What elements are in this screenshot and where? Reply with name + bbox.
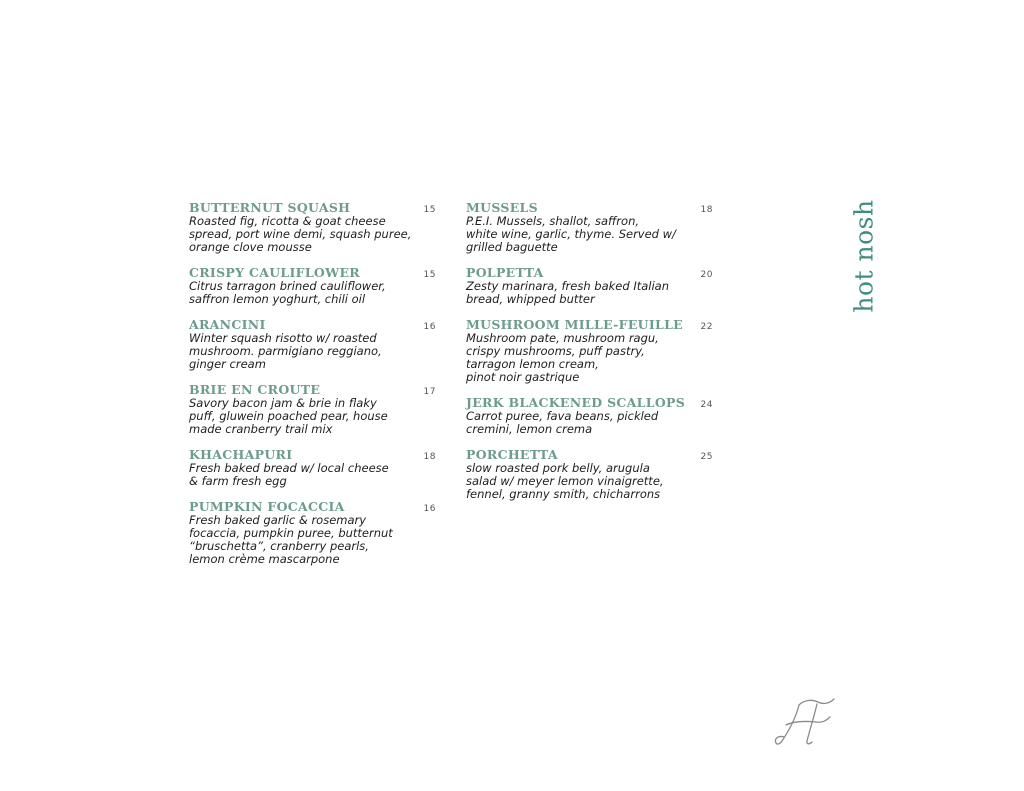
item-price: 15 bbox=[423, 205, 436, 215]
item-name: BUTTERNUT SQUASH bbox=[189, 200, 351, 215]
item-price: 16 bbox=[423, 504, 436, 514]
menu-item bbox=[466, 200, 713, 254]
menu-item bbox=[466, 447, 713, 501]
item-description: Roasted fig, ricotta & goat cheese spread, port wine demi, squash puree, orange clove mousse bbox=[189, 214, 412, 254]
item-description: Fresh baked bread w/ local cheese & farm fresh egg bbox=[189, 461, 389, 488]
menu-item bbox=[189, 447, 436, 488]
item-name: PUMPKIN FOCACCIA bbox=[189, 499, 345, 514]
item-description: Savory bacon jam & brie in flaky puff, gluwein poached pear, house made cranberry trail mix bbox=[189, 396, 388, 436]
section-title-text: hot nosh bbox=[849, 198, 879, 313]
monogram-logo-icon bbox=[772, 697, 840, 749]
item-name: MUSHROOM MILLE-FEUILLE bbox=[466, 317, 683, 332]
item-price: 18 bbox=[423, 452, 436, 462]
section-title bbox=[846, 198, 882, 313]
menu-item bbox=[189, 499, 436, 566]
item-price: 22 bbox=[700, 322, 713, 332]
item-description: Fresh baked garlic & rosemary focaccia, pumpkin puree, butternut “bruschetta”, cranberry pearls, lemon crème mascarpone bbox=[189, 513, 393, 566]
item-name: ARANCINI bbox=[189, 317, 266, 332]
menu-item bbox=[189, 200, 436, 254]
item-description: P.E.I. Mussels, shallot, saffron, white wine, garlic, thyme. Served w/ grilled baguette bbox=[466, 214, 676, 254]
item-name: BRIE EN CROUTE bbox=[189, 382, 321, 397]
item-description: Zesty marinara, fresh baked Italian bread, whipped butter bbox=[466, 279, 670, 306]
item-description: slow roasted pork belly, arugula salad w/ meyer lemon vinaigrette, fennel, granny smith, chicharrons bbox=[466, 461, 664, 501]
item-description: Carrot puree, fava beans, pickled cremini, lemon crema bbox=[466, 409, 659, 436]
item-price: 25 bbox=[700, 452, 713, 462]
item-price: 24 bbox=[700, 400, 713, 410]
item-description: Winter squash risotto w/ roasted mushroom. parmigiano reggiano, ginger cream bbox=[189, 331, 382, 371]
menu-item bbox=[466, 265, 713, 306]
item-name: MUSSELS bbox=[466, 200, 538, 215]
item-name: KHACHAPURI bbox=[189, 447, 293, 462]
menu-item bbox=[189, 382, 436, 436]
item-price: 20 bbox=[700, 270, 713, 280]
menu-item bbox=[466, 317, 713, 384]
item-name: POLPETTA bbox=[466, 265, 544, 280]
item-price: 18 bbox=[700, 205, 713, 215]
item-name: JERK BLACKENED SCALLOPS bbox=[466, 395, 686, 410]
menu-column-right bbox=[466, 200, 713, 512]
item-price: 17 bbox=[423, 387, 436, 397]
item-description: Mushroom pate, mushroom ragu, crispy mushrooms, puff pastry, tarragon lemon cream, pinot noir gastrique bbox=[466, 331, 659, 384]
menu-item bbox=[189, 265, 436, 306]
menu-item bbox=[189, 317, 436, 371]
item-price: 16 bbox=[423, 322, 436, 332]
item-description: Citrus tarragon brined cauliflower, saffron lemon yoghurt, chili oil bbox=[189, 279, 386, 306]
item-name: CRISPY CAULIFLOWER bbox=[189, 265, 360, 280]
menu-item bbox=[466, 395, 713, 436]
item-name: PORCHETTA bbox=[466, 447, 558, 462]
item-price: 15 bbox=[423, 270, 436, 280]
menu-column-left bbox=[189, 200, 436, 577]
